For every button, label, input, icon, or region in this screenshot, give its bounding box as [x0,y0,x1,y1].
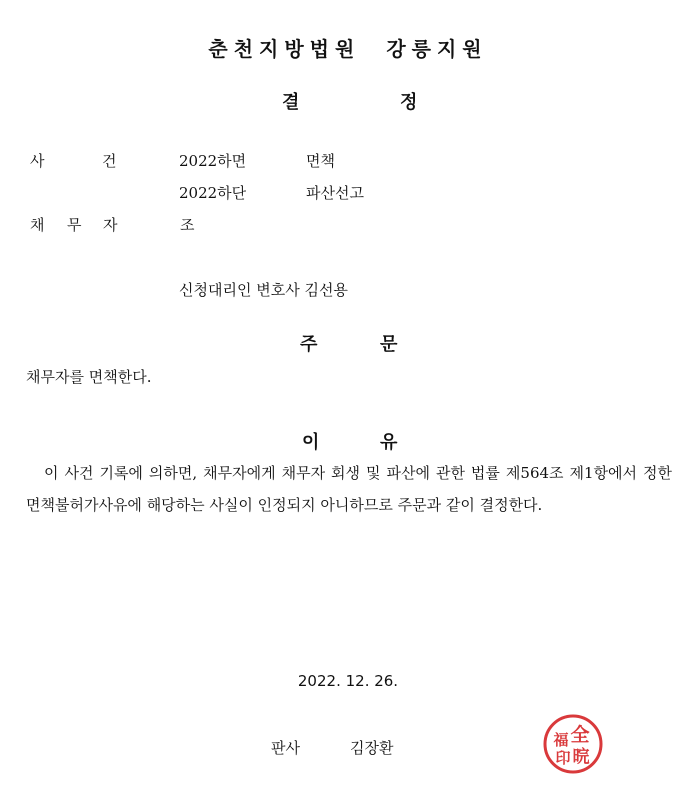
seal-char-2: 福 [553,731,569,749]
case-type-1: 면책 [306,152,335,170]
seal-char-4: 晥 [572,747,590,767]
doc-title-char-2: 정 [400,92,418,113]
judge-title: 판사 [271,739,300,757]
debtor-label-char-1: 채 [30,216,45,234]
court-name-branch: 강릉지원 [386,37,488,61]
seal-char-3: 印 [555,749,571,767]
order-heading-char-2: 문 [380,334,398,355]
reason-heading-char-1: 이 [302,432,320,453]
doc-title-char-1: 결 [282,92,300,113]
order-heading-char-1: 주 [300,334,318,355]
court-name-main: 춘천지방법원 [208,37,361,61]
order-text: 채무자를 면책한다. [26,368,152,386]
case-number-1: 2022하면 [179,152,247,170]
debtor-label-char-3: 자 [103,216,118,234]
case-number-2: 2022하단 [179,184,247,202]
judge-name: 김장환 [350,739,394,757]
applicant-agent: 신청대리인 변호사 김선용 [179,281,348,299]
debtor-label-char-2: 무 [67,216,82,234]
case-label-char-2: 건 [102,152,117,170]
case-label-char-1: 사 [30,152,45,170]
court-name [0,33,696,62]
reason-heading-char-2: 유 [380,432,398,453]
debtor-name: 조 [180,216,195,234]
decision-date: 2022. 12. 26. [297,672,399,690]
seal-char-1: 全 [570,724,590,746]
judge-seal-icon [541,712,605,776]
case-type-2: 파산선고 [306,184,364,202]
reason-text: 이 사건 기록에 의하면, 채무자에게 채무자 회생 및 파산에 관한 법률 제564조 제1항에서 정한 면책불허가사유에 해당하는 사실이 인정되지 아니하므로 주문과 같이 결정한다. [26,464,672,514]
